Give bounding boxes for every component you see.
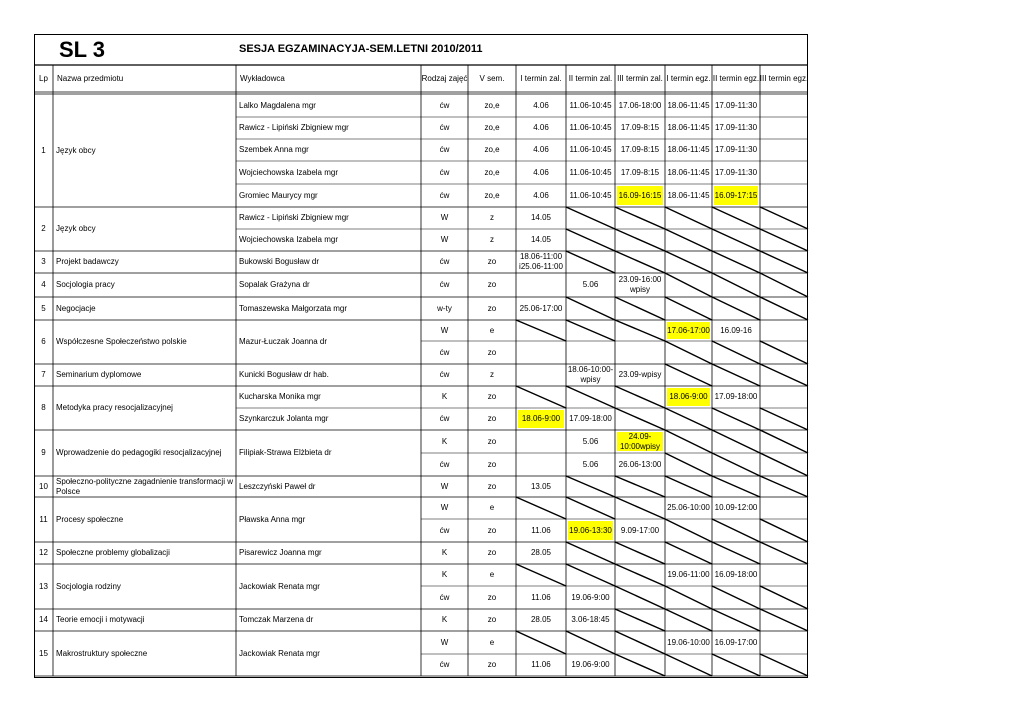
term-cell: 17.09-11:30 <box>714 167 758 177</box>
term-cell <box>712 453 760 476</box>
term-cell <box>516 273 566 297</box>
term-cell <box>712 207 760 229</box>
lecturer-name: Lalko Magdalena mgr <box>239 100 316 110</box>
term-cell <box>665 453 712 476</box>
semester-credit: z <box>490 370 494 379</box>
term-cell: 18.06-9:00 <box>518 410 564 428</box>
semester-credit: zo,e <box>484 123 500 132</box>
row-number: 11 <box>39 514 48 524</box>
term-cell <box>615 476 665 497</box>
semester-credit: zo,e <box>484 100 500 110</box>
term-cell <box>566 251 615 273</box>
term-cell <box>760 654 808 676</box>
term-cell <box>516 430 566 453</box>
term-cell <box>665 251 712 273</box>
sheet-code: SL 3 <box>58 37 106 62</box>
term-cell: 18.06-11:00 i25.06-11:00 <box>519 252 563 271</box>
term-cell: 18.06-10:00- wpisy <box>567 365 614 384</box>
term-cell <box>615 586 665 609</box>
class-type: w-ty <box>437 303 452 313</box>
term-cell <box>712 586 760 609</box>
lecturer-name: Jackowiak Renata mgr <box>239 581 320 591</box>
term-cell <box>712 229 760 251</box>
term-cell <box>566 207 615 229</box>
term-cell <box>615 564 665 586</box>
term-cell <box>615 542 665 564</box>
subject-name: Negocjacje <box>56 303 96 313</box>
term-cell <box>712 297 760 320</box>
term-cell <box>760 297 808 320</box>
term-cell: 16.09-17:15 <box>714 186 758 205</box>
term-cell <box>712 408 760 430</box>
row-number: 15 <box>39 648 48 658</box>
row-number: 12 <box>39 548 48 557</box>
row-number: 13 <box>39 581 48 591</box>
term-cell <box>516 320 566 341</box>
term-cell: 4.06 <box>533 167 549 177</box>
term-cell <box>712 273 760 297</box>
column-header: II termin egz. <box>712 73 760 83</box>
class-type: ćw <box>439 145 450 154</box>
term-cell: 18.06-11:45 <box>667 190 710 200</box>
term-cell: 11.06-10:45 <box>569 190 612 200</box>
term-cell: 23.09-wpisy <box>618 370 662 379</box>
term-cell: 24.09- 10:00wpisy <box>617 432 663 451</box>
lecturer-name: Rawicz - Lipiński Zbigniew mgr <box>239 213 349 222</box>
term-cell <box>665 207 712 229</box>
term-cell: 11.06 <box>531 592 551 602</box>
class-type: W <box>440 637 449 647</box>
row-number: 9 <box>41 448 46 457</box>
class-type: W <box>440 325 449 335</box>
semester-credit: e <box>489 637 495 647</box>
term-cell <box>712 251 760 273</box>
term-cell <box>516 364 566 386</box>
lecturer-name: Leszczyński Paweł dr <box>239 481 316 491</box>
term-cell <box>760 408 808 430</box>
term-cell: 18.06-9:00 <box>667 388 710 406</box>
term-cell: 16.09-16:15 <box>617 186 663 205</box>
subject-name: Makrostruktury społeczne <box>56 648 148 658</box>
class-type: ćw <box>439 347 450 357</box>
column-header: Wykładowca <box>240 73 285 83</box>
semester-credit: z <box>490 213 494 222</box>
term-cell <box>760 273 808 297</box>
lecturer-name: Szembek Anna mgr <box>239 145 309 154</box>
class-type: W <box>440 503 449 512</box>
term-cell <box>615 251 665 273</box>
term-cell <box>760 430 808 453</box>
term-cell: 5.06 <box>582 459 599 469</box>
term-cell <box>760 364 808 386</box>
semester-credit: zo <box>487 592 497 602</box>
subject-name: Teorie emocji i motywacji <box>56 615 145 624</box>
term-cell <box>665 519 712 542</box>
term-cell: 26.06-13:00 <box>618 459 662 469</box>
term-cell <box>516 386 566 408</box>
semester-credit: zo <box>487 615 497 624</box>
column-header: V sem. <box>479 73 505 83</box>
row-number: 14 <box>39 615 48 624</box>
term-cell <box>615 341 665 364</box>
term-cell: 9.09-17:00 <box>620 525 660 535</box>
term-cell <box>665 229 712 251</box>
column-header: I termin zal. <box>520 73 562 83</box>
term-cell <box>566 476 615 497</box>
subject-name: Społeczno-polityczne zagadnienie transformacji w Polsce <box>56 476 233 496</box>
term-cell <box>712 609 760 631</box>
term-cell <box>615 497 665 519</box>
term-cell: 18.06-11:45 <box>667 100 710 110</box>
lecturer-name: Wojciechowska Izabela mgr <box>239 235 339 244</box>
class-type: ćw <box>439 190 450 200</box>
term-cell <box>615 609 665 631</box>
term-cell <box>760 341 808 364</box>
semester-credit: zo <box>487 459 497 469</box>
class-type: K <box>441 548 448 557</box>
term-cell <box>760 631 808 654</box>
term-cell: 18.06-11:45 <box>667 167 710 177</box>
term-cell: 5.06 <box>582 280 599 289</box>
semester-credit: zo <box>487 548 497 557</box>
term-cell: 11.06-10:45 <box>569 167 612 177</box>
term-cell <box>615 408 665 430</box>
term-cell <box>566 542 615 564</box>
semester-credit: z <box>490 235 494 244</box>
class-type: ćw <box>439 370 450 379</box>
term-cell: 17.09-11:30 <box>714 123 758 132</box>
term-cell: 16.09-17:00 <box>714 637 758 647</box>
term-cell <box>516 341 566 364</box>
term-cell <box>712 341 760 364</box>
term-cell <box>566 631 615 654</box>
term-cell <box>615 654 665 676</box>
term-cell <box>760 476 808 497</box>
term-cell <box>615 207 665 229</box>
term-cell: 25.06-17:00 <box>519 303 563 313</box>
term-cell: 28.05 <box>530 615 552 624</box>
term-cell: 23.09-16:00 wpisy <box>618 275 662 294</box>
class-type: ćw <box>439 167 450 177</box>
class-type: W <box>440 213 449 222</box>
term-cell: 25.06-10:00 <box>667 503 710 512</box>
semester-credit: zo,e <box>484 190 500 200</box>
lecturer-name: Pisarewicz Joanna mgr <box>239 548 322 557</box>
class-type: ćw <box>439 525 450 535</box>
term-cell: 11.06 <box>531 525 551 535</box>
class-type: ćw <box>439 660 450 669</box>
class-type: K <box>441 436 448 446</box>
lecturer-name: Jackowiak Renata mgr <box>239 648 320 658</box>
term-cell: 17.09-8:15 <box>620 145 660 154</box>
class-type: ćw <box>439 459 450 469</box>
term-cell <box>760 139 808 161</box>
term-cell <box>760 497 808 519</box>
term-cell <box>516 564 566 586</box>
term-cell: 10.09-12:00 <box>714 503 758 512</box>
class-type: ćw <box>439 592 450 602</box>
term-cell <box>566 497 615 519</box>
term-cell <box>615 320 665 341</box>
term-cell <box>665 609 712 631</box>
lecturer-name: Tomczak Marzena dr <box>239 615 314 624</box>
term-cell <box>665 297 712 320</box>
term-cell <box>665 341 712 364</box>
term-cell <box>760 229 808 251</box>
term-cell <box>760 184 808 207</box>
term-cell: 17.06-17:00 <box>667 322 710 339</box>
term-cell <box>760 519 808 542</box>
term-cell <box>615 297 665 320</box>
row-number: 2 <box>41 224 46 233</box>
term-cell: 3.06-18:45 <box>571 615 610 624</box>
lecturer-name: Filipiak-Strawa Elżbieta dr <box>239 448 332 457</box>
class-type: ćw <box>439 257 450 266</box>
column-header: Lp <box>39 73 48 83</box>
term-cell: 16.09-16 <box>720 325 752 335</box>
term-cell: 19.06-9:00 <box>571 592 610 602</box>
term-cell <box>760 207 808 229</box>
subject-name: Socjologia pracy <box>56 280 115 289</box>
term-cell <box>760 586 808 609</box>
term-cell <box>760 386 808 408</box>
lecturer-name: Szynkarczuk Jolanta mgr <box>239 414 329 423</box>
term-cell: 11.06-10:45 <box>569 123 612 132</box>
class-type: ćw <box>439 100 450 110</box>
term-cell <box>712 476 760 497</box>
class-type: K <box>441 615 448 624</box>
term-cell <box>615 631 665 654</box>
subject-name: Seminarium dyplomowe <box>56 370 142 379</box>
subject-name: Wprowadzenie do pedagogiki resocjalizacyjnej <box>56 448 222 457</box>
lecturer-name: Mazur-Łuczak Joanna dr <box>239 337 328 346</box>
term-cell <box>516 453 566 476</box>
term-cell <box>760 161 808 184</box>
subject-name: Współczesne Społeczeństwo polskie <box>56 337 187 346</box>
term-cell <box>566 564 615 586</box>
class-type: K <box>441 392 448 401</box>
term-cell <box>516 631 566 654</box>
term-cell: 4.06 <box>533 190 549 200</box>
term-cell <box>615 386 665 408</box>
term-cell: 17.09-18:00 <box>569 414 612 423</box>
subject-name: Język obcy <box>56 145 96 155</box>
term-cell <box>566 320 615 341</box>
subject-name: Projekt badawczy <box>56 257 119 266</box>
subject-name: Socjologia rodziny <box>56 581 121 591</box>
term-cell: 4.06 <box>533 123 549 132</box>
term-cell: 4.06 <box>533 100 549 110</box>
semester-credit: zo <box>487 303 497 313</box>
term-cell: 17.09-11:30 <box>714 145 758 154</box>
semester-credit: e <box>489 503 495 512</box>
term-cell <box>760 542 808 564</box>
term-cell <box>665 654 712 676</box>
class-type: ćw <box>439 123 450 132</box>
term-cell <box>665 408 712 430</box>
term-cell: 17.09-8:15 <box>620 123 660 132</box>
term-cell <box>665 273 712 297</box>
lecturer-name: Pławska Anna mgr <box>239 514 306 524</box>
semester-credit: zo <box>487 525 497 535</box>
lecturer-name: Kunicki Bogusław dr hab. <box>239 370 329 379</box>
term-cell <box>712 519 760 542</box>
column-header: II termin zal. <box>568 73 613 83</box>
page-title: SESJA EGZAMINACYJA-SEM.LETNI 2010/2011 <box>239 43 483 55</box>
term-cell <box>665 430 712 453</box>
term-cell: 18.06-11:45 <box>667 145 710 154</box>
lecturer-name: Bukowski Bogusław dr <box>239 257 320 266</box>
term-cell <box>712 542 760 564</box>
term-cell: 17.09-18:00 <box>714 392 758 401</box>
lecturer-name: Wojciechowska Izabela mgr <box>239 167 339 177</box>
term-cell: 19.06-10:00 <box>667 637 710 647</box>
term-cell: 17.06-18:00 <box>618 100 662 110</box>
term-cell: 16.09-18:00 <box>714 570 758 579</box>
term-cell <box>760 251 808 273</box>
row-number: 6 <box>41 337 46 346</box>
term-cell: 18.06-11:45 <box>667 123 710 132</box>
semester-credit: zo <box>487 481 497 491</box>
semester-credit: zo,e <box>484 167 500 177</box>
lecturer-name: Gromiec Maurycy mgr <box>239 190 318 200</box>
term-cell: 11.06-10:45 <box>569 100 612 110</box>
term-cell <box>566 229 615 251</box>
row-number: 3 <box>41 257 46 266</box>
term-cell: 17.09-8:15 <box>620 167 660 177</box>
column-header: Nazwa przedmiotu <box>57 73 124 83</box>
subject-name: Metodyka pracy resocjalizacyjnej <box>56 403 173 412</box>
term-cell <box>665 476 712 497</box>
term-cell <box>566 386 615 408</box>
term-cell <box>566 341 615 364</box>
semester-credit: e <box>489 570 495 579</box>
term-cell <box>665 364 712 386</box>
lecturer-name: Tomaszewska Małgorzata mgr <box>239 303 348 313</box>
semester-credit: zo <box>487 347 497 357</box>
term-cell <box>760 564 808 586</box>
column-header: Rodzaj zajęć <box>421 73 468 83</box>
term-cell: 11.06-10:45 <box>569 145 612 154</box>
term-cell <box>665 542 712 564</box>
lecturer-name: Kucharska Monika mgr <box>239 392 321 401</box>
semester-credit: zo <box>487 280 497 289</box>
term-cell: 13.05 <box>530 481 552 491</box>
term-cell: 4.06 <box>533 145 549 154</box>
term-cell <box>760 609 808 631</box>
term-cell <box>760 453 808 476</box>
column-header: III termin zal. <box>617 73 663 83</box>
row-number: 10 <box>39 481 48 491</box>
row-number: 8 <box>41 403 46 412</box>
class-type: ćw <box>439 414 450 423</box>
term-cell: 17.09-11:30 <box>714 100 758 110</box>
term-cell <box>760 117 808 139</box>
row-number: 1 <box>41 145 46 155</box>
semester-credit: zo <box>487 392 497 401</box>
row-number: 5 <box>41 303 46 313</box>
term-cell <box>760 320 808 341</box>
class-type: W <box>440 235 449 244</box>
class-type: W <box>440 481 449 491</box>
subject-name: Społeczne problemy globalizacji <box>56 548 170 557</box>
term-cell <box>665 586 712 609</box>
column-header: I termin egz. <box>666 73 711 83</box>
lecturer-name: Sopalak Grażyna dr <box>239 280 310 289</box>
semester-credit: zo <box>487 660 497 669</box>
column-header: III termin egz. <box>759 73 809 83</box>
semester-credit: zo <box>487 257 497 266</box>
term-cell: 5.06 <box>582 436 599 446</box>
row-number: 4 <box>41 280 46 289</box>
semester-credit: zo <box>487 436 497 446</box>
subject-name: Język obcy <box>56 224 96 233</box>
term-cell: 28.05 <box>530 548 552 557</box>
class-type: ćw <box>439 280 450 289</box>
semester-credit: e <box>489 325 495 335</box>
term-cell: 19.06-13:30 <box>568 521 613 540</box>
term-cell <box>516 497 566 519</box>
semester-credit: zo,e <box>484 145 500 154</box>
subject-name: Procesy społeczne <box>56 514 124 524</box>
term-cell <box>566 297 615 320</box>
lecturer-name: Rawicz - Lipiński Zbigniew mgr <box>239 123 349 132</box>
term-cell <box>712 364 760 386</box>
term-cell <box>760 94 808 117</box>
term-cell: 14.05 <box>530 235 552 244</box>
term-cell <box>712 654 760 676</box>
term-cell <box>615 229 665 251</box>
term-cell: 19.06-11:00 <box>667 570 710 579</box>
term-cell: 14.05 <box>530 213 552 222</box>
semester-credit: zo <box>487 414 497 423</box>
term-cell: 19.06-9:00 <box>571 660 610 669</box>
term-cell <box>712 430 760 453</box>
term-cell: 11.06 <box>531 660 551 669</box>
row-number: 7 <box>41 370 46 379</box>
class-type: K <box>441 570 448 579</box>
